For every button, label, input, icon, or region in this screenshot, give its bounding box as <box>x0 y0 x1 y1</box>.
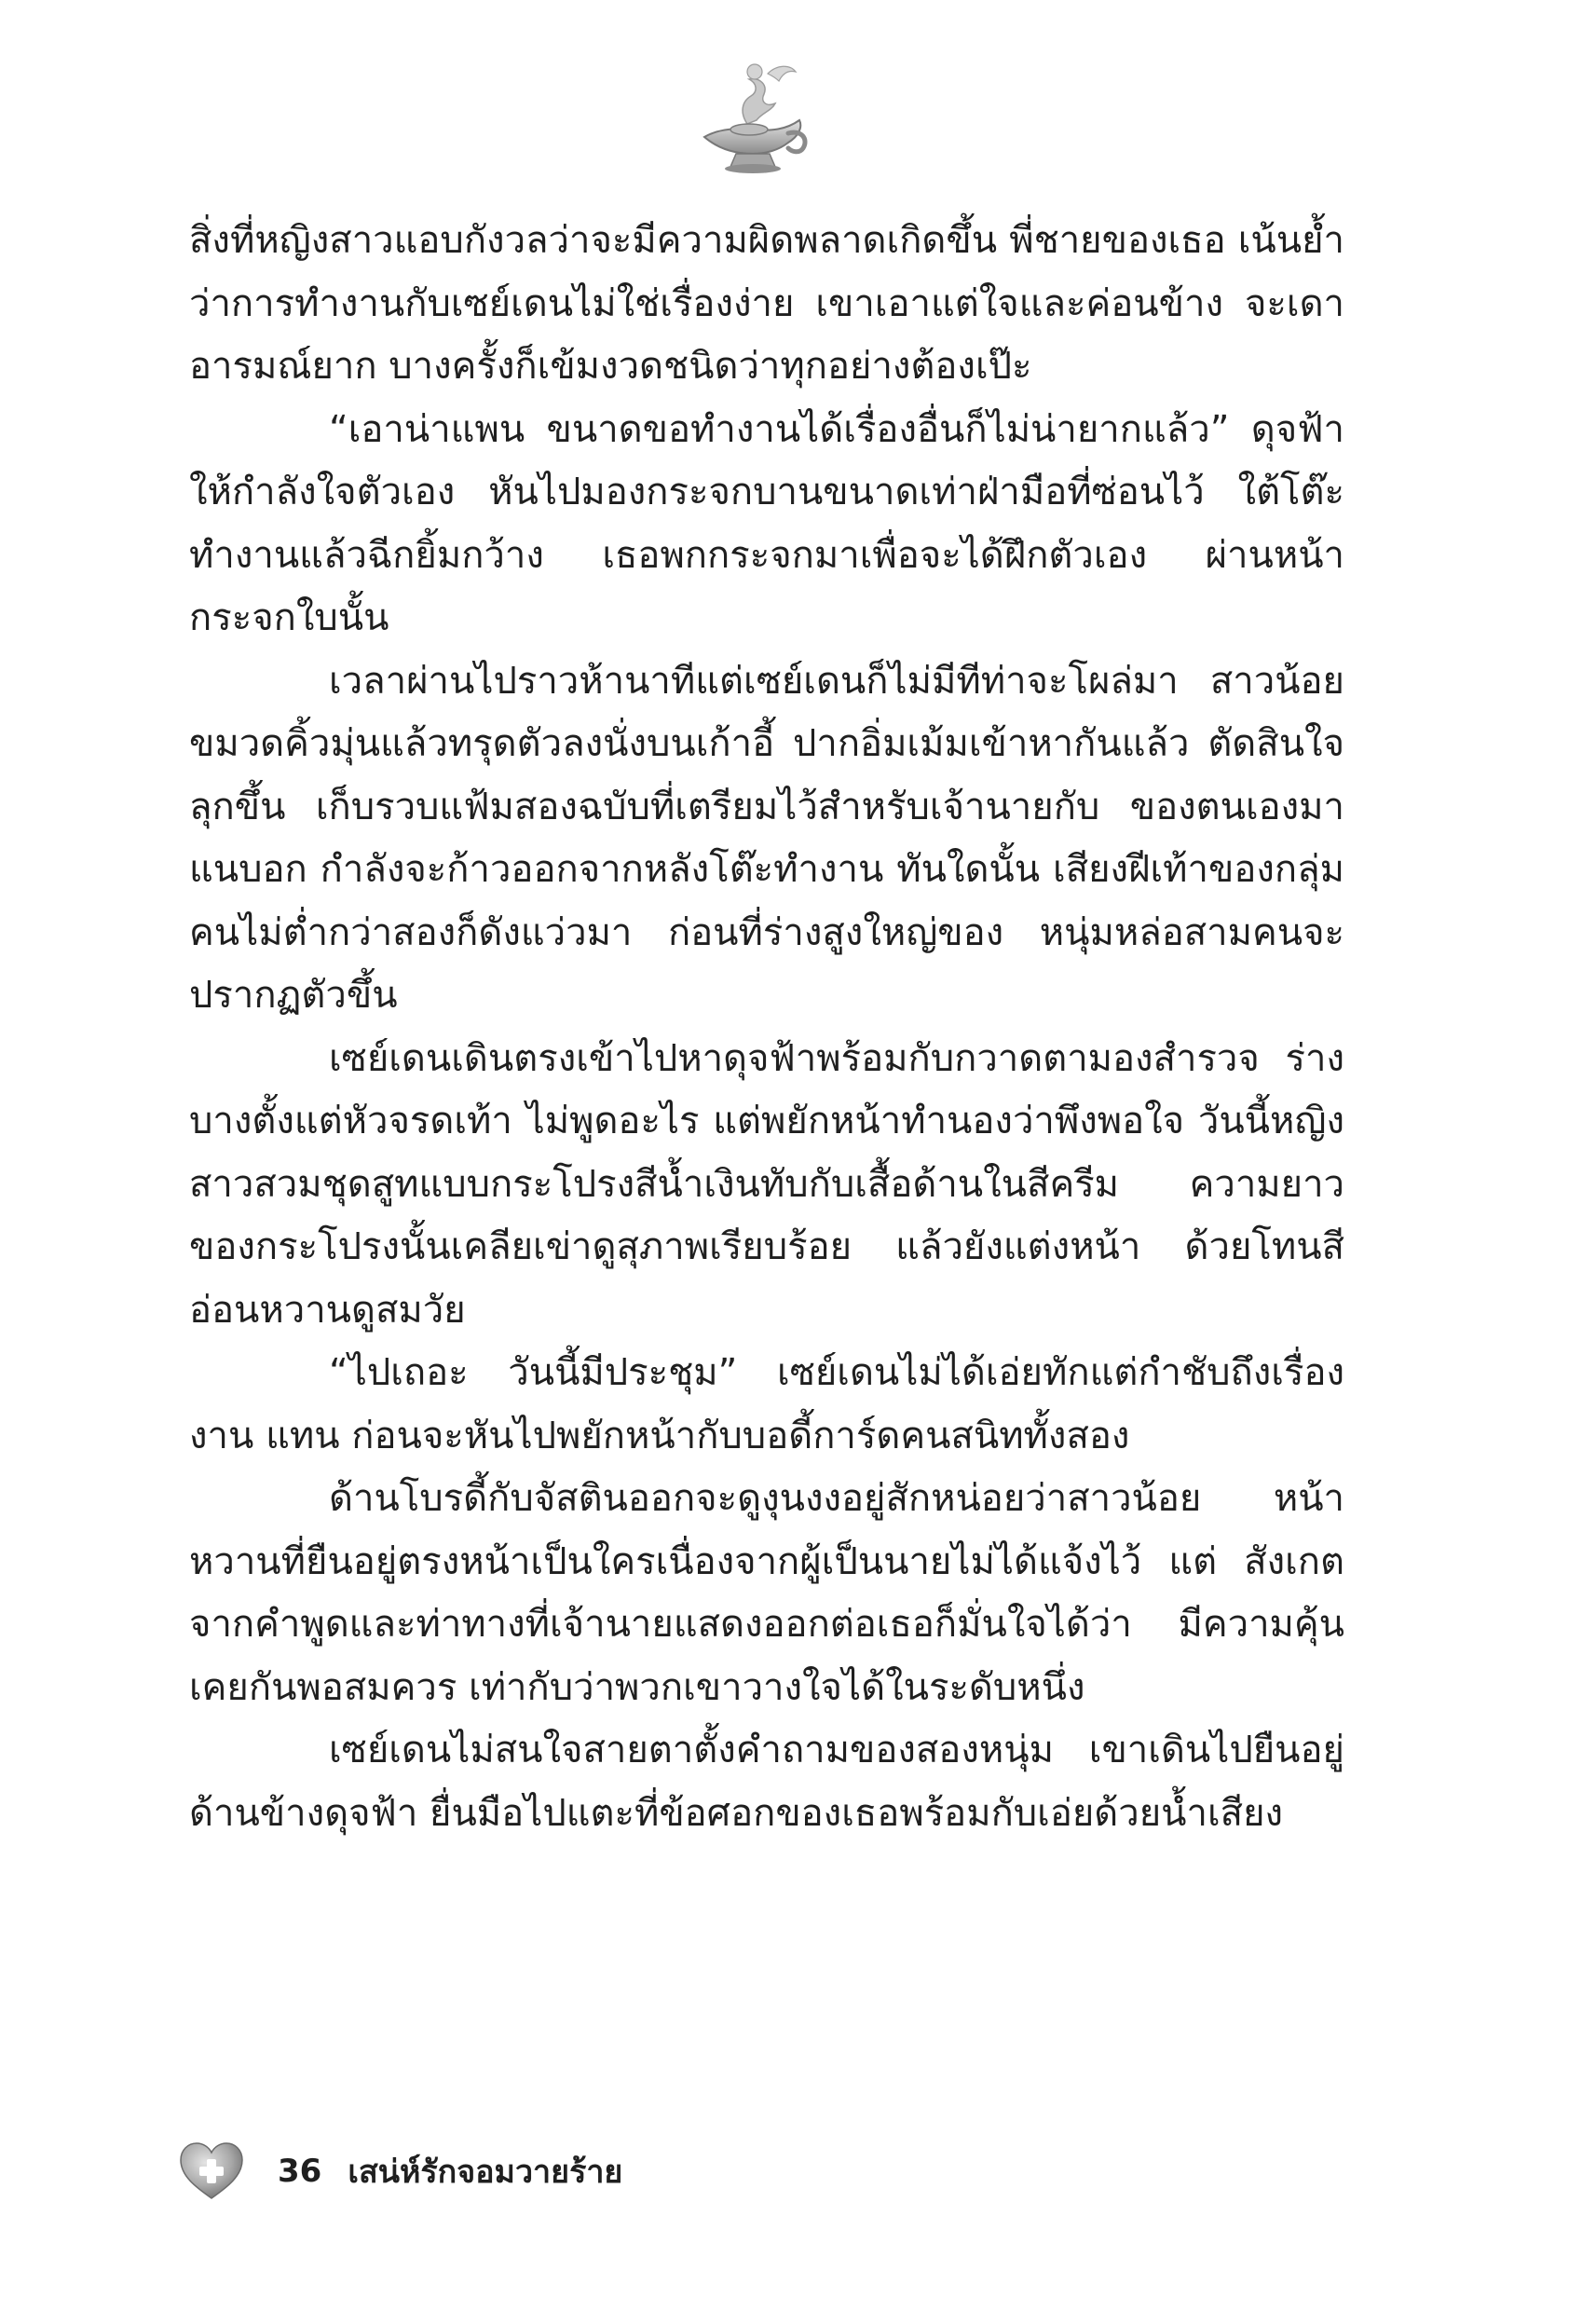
paragraph <box>189 210 1344 399</box>
body-text <box>189 210 1344 1845</box>
text-line: ด้านโบรดี้กับจัสตินออกจะดูงุนงงอยู่สักหน่อยว่าสาวน้อย <box>329 1477 1202 1520</box>
text-line: ร่างบางตั้งแต่หัวจรดเท้า ไม่พูดอะไร แต่พยักหน้าทำนองว่าพึงพอใจ <box>189 1036 1344 1142</box>
text-line: จะเดาอารมณ์ยาก บางครั้งก็เข้มงวดชนิดว่าทุกอย่างต้องเป๊ะ <box>189 281 1344 388</box>
text-line: แทน ก่อนจะหันไปพยักหน้ากับบอดี้การ์ดคนสนิททั้งสอง <box>266 1414 1130 1457</box>
paragraph <box>189 1342 1344 1468</box>
genie-lamp-icon <box>686 51 816 177</box>
paragraph <box>189 1028 1344 1343</box>
text-line: สิ่งที่หญิงสาวแอบกังวลว่าจะมีความผิดพลาดเกิดขึ้น พี่ชายของเธอ <box>189 219 1226 262</box>
text-line: เน้นย้ำว่าการทำงานกับเซย์เดนไม่ใช่เรื่องง่าย เขาเอาแต่ใจและค่อนข้าง <box>189 219 1344 325</box>
text-line: เวลาผ่านไปราวห้านาทีแต่เซย์เดนก็ไม่มีทีท่าจะโผล่มา สาวน้อย <box>329 659 1344 703</box>
text-line: ความยาวของกระโปรงนั้นเคลียเข่าดูสุภาพเรียบร้อย แล้วยังแต่งหน้า <box>189 1162 1344 1268</box>
book-title: เสน่ห์รักจอมวายร้าย <box>348 2154 623 2191</box>
text-line: หน้าหวานที่ยืนอยู่ตรงหน้าเป็นใครเนื่องจากผู้เป็นนายไม่ได้แจ้งไว้ แต่ <box>189 1477 1344 1583</box>
text-line: มีความคุ้นเคยกันพอสมควร เท่ากับว่าพวกเขาวางใจได้ในระดับหนึ่ง <box>189 1603 1344 1709</box>
paragraph <box>189 1719 1344 1845</box>
page-number: 36 <box>278 2153 322 2190</box>
text-line: เซย์เดนไม่สนใจสายตาตั้งคำถามของสองหนุ่ม เขาเดินไปยืนอยู่ <box>329 1729 1344 1771</box>
text-line: ด้านข้างดุจฟ้า ยื่นมือไปแตะที่ข้อศอกของเธอพร้อมกับเอ่ยด้วยน้ำเสียง <box>189 1791 1284 1835</box>
text-line: เสียงฝีเท้าของกลุ่มคนไม่ต่ำกว่าสองก็ดังแว่วมา ก่อนที่ร่างสูงใหญ่ของ <box>189 848 1345 954</box>
text-line: ใต้โต๊ะทำงานแล้วฉีกยิ้มกว้าง เธอพกกระจกมาเพื่อจะได้ฝึกตัวเอง <box>189 471 1344 577</box>
paragraph <box>189 1468 1344 1719</box>
text-line: ด้วยโทนสีอ่อนหวานดูสมวัย <box>189 1225 1345 1332</box>
paragraph <box>189 650 1344 1028</box>
text-line: ให้กำลังใจตัวเอง หันไปมองกระจกบานขนาดเท่าฝ่ามือที่ซ่อนไว้ <box>189 471 1205 513</box>
text-line: หนุ่มหล่อสามคนจะปรากฏตัวขึ้น <box>189 910 1345 1017</box>
text-line: เซย์เดนเดินตรงเข้าไปหาดุจฟ้าพร้อมกับกวาดตามองสำรวจ <box>329 1036 1260 1080</box>
text-line: วันนี้หญิงสาวสวมชุดสูทแบบกระโปรงสีน้ำเงินทับกับเสื้อด้านในสีครีม <box>189 1100 1344 1206</box>
text-line: “เอาน่าแพน ขนาดขอทำงานได้เรื่องอื่นก็ไม่น่ายากแล้ว” ดุจฟ้า <box>329 407 1344 451</box>
heart-plus-icon <box>177 2140 246 2202</box>
text-line: ตัดสินใจลุกขึ้น เก็บรวบแฟ้มสองฉบับที่เตรียมไว้สำหรับเจ้านายกับ <box>189 722 1345 828</box>
text-line: ของตนเองมาแนบอก กำลังจะก้าวออกจากหลังโต๊ะทำงาน ทันใดนั้น <box>189 785 1345 891</box>
text-line: ขมวดคิ้วมุ่นแล้วทรุดตัวลงนั่งบนเก้าอี้ ปากอิ่มเม้มเข้าหากันแล้ว <box>189 722 1190 765</box>
paragraph <box>189 399 1344 650</box>
text-line: ผ่านหน้ากระจกใบนั้น <box>189 533 1345 639</box>
text-line: สังเกตจากคำพูดและท่าทางที่เจ้านายแสดงออกต่อเธอก็มั่นใจได้ว่า <box>189 1539 1344 1646</box>
page-footer <box>177 2134 622 2208</box>
text-line: “ไปเถอะ วันนี้มีประชุม” เซย์เดนไม่ได้เอ่ยทักแต่กำชับถึงเรื่องงาน <box>189 1351 1344 1457</box>
